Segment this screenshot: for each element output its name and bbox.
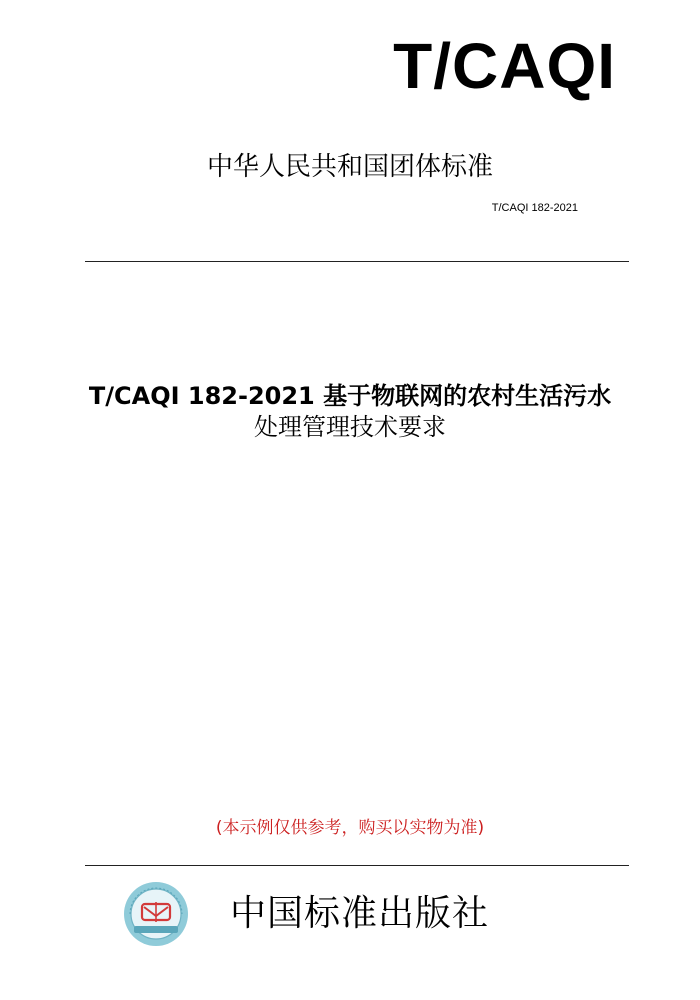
- document-title: [0, 381, 700, 443]
- sample-notice: (本示例仅供参考，购买以实物为准): [215, 818, 485, 838]
- standard-number: T/CAQI 182-2021: [491, 202, 578, 214]
- document-title-line1: T/CAQI 182-2021 基于物联网的农村生活污水: [88, 382, 612, 410]
- bottom-divider: [85, 865, 629, 866]
- standard-code-heading: T/CAQI: [393, 30, 616, 102]
- org-title: 中华人民共和国团体标准: [206, 152, 493, 182]
- top-divider: [85, 261, 629, 262]
- document-title-line2: 处理管理技术要求: [254, 413, 446, 441]
- publisher-name: 中国标准出版社: [230, 893, 490, 934]
- publisher-seal-icon: [122, 880, 190, 948]
